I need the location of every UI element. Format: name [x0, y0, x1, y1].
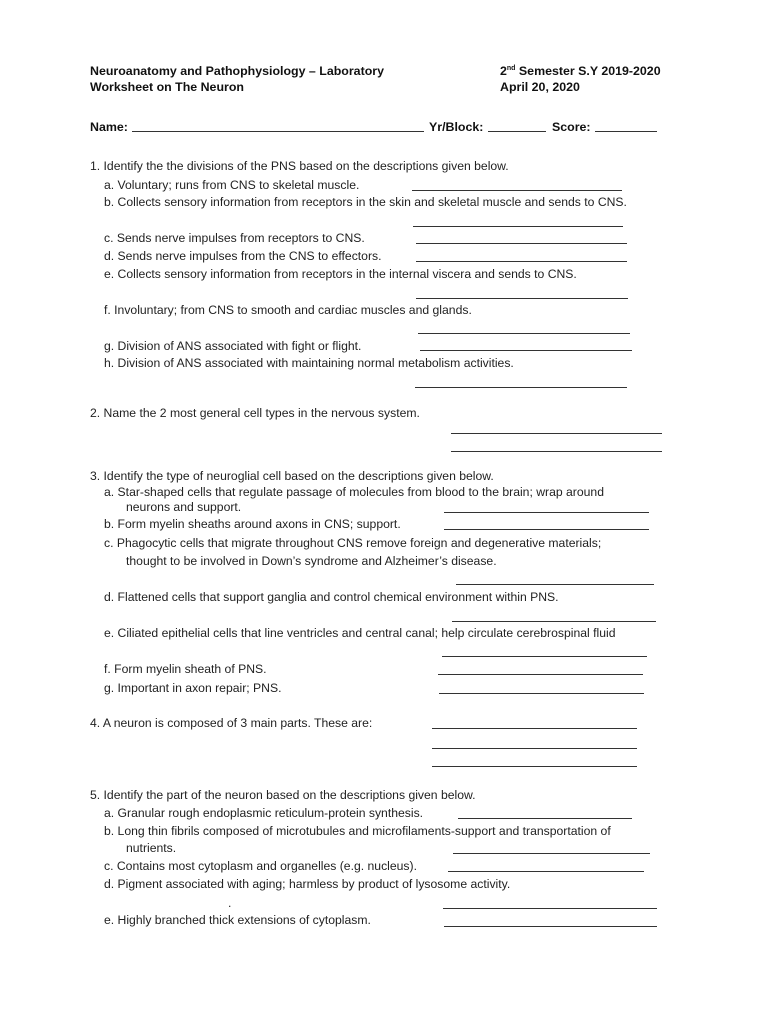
name-blank[interactable]	[132, 131, 424, 132]
q3-answer-c[interactable]	[456, 584, 654, 585]
q1-item-d: d. Sends nerve impulses from the CNS to effectors.	[104, 249, 382, 263]
q3-answer-a[interactable]	[444, 512, 649, 513]
q1-item-f: f. Involuntary; from CNS to smooth and cardiac muscles and glands.	[104, 303, 472, 317]
course-title: Neuroanatomy and Pathophysiology – Laboratory	[90, 64, 384, 78]
q1-answer-a[interactable]	[412, 190, 622, 191]
q4-stem: 4. A neuron is composed of 3 main parts. These are:	[90, 716, 373, 730]
q3-answer-e[interactable]	[442, 656, 647, 657]
worksheet-title: Worksheet on The Neuron	[90, 80, 244, 94]
q5-answer-c[interactable]	[448, 871, 644, 872]
q4-answer-2[interactable]	[432, 748, 637, 749]
semester-label	[500, 64, 661, 78]
q3-item-c-cont: thought to be involved in Down’s syndrome and Alzheimer’s disease.	[126, 554, 497, 568]
q1-answer-c[interactable]	[416, 243, 627, 244]
q3-item-c: c. Phagocytic cells that migrate throughout CNS remove foreign and degenerative materials;	[104, 536, 602, 550]
q1-answer-e[interactable]	[416, 298, 628, 299]
score-blank[interactable]	[595, 131, 657, 132]
q1-answer-f[interactable]	[418, 333, 630, 334]
q3-item-d: d. Flattened cells that support ganglia and control chemical environment within PNS.	[104, 590, 559, 604]
q3-item-a: a. Star-shaped cells that regulate passage of molecules from blood to the brain; wrap around	[104, 485, 604, 499]
q3-item-f: f. Form myelin sheath of PNS.	[104, 662, 267, 676]
date-label: April 20, 2020	[500, 80, 580, 94]
q3-answer-f[interactable]	[438, 674, 643, 675]
q1-item-c: c. Sends nerve impulses from receptors to CNS.	[104, 231, 365, 245]
q3-item-b: b. Form myelin sheaths around axons in CNS; support.	[104, 517, 401, 531]
q4-answer-3[interactable]	[432, 766, 637, 767]
q1-item-g: g. Division of ANS associated with fight or flight.	[104, 339, 362, 353]
q1-item-e: e. Collects sensory information from receptors in the internal viscera and sends to CNS.	[104, 267, 577, 281]
q5-item-e: e. Highly branched thick extensions of cytoplasm.	[104, 913, 371, 927]
q5-answer-e[interactable]	[444, 926, 657, 927]
q3-stem: 3. Identify the type of neuroglial cell based on the descriptions given below.	[90, 469, 494, 483]
q5-answer-a[interactable]	[458, 818, 632, 819]
score-label: Score:	[552, 120, 591, 134]
q3-item-a-cont: neurons and support.	[126, 500, 242, 514]
q3-item-e: e. Ciliated epithelial cells that line ventricles and central canal; help circulate cerebrospinal fluid	[104, 626, 616, 640]
name-label: Name:	[90, 120, 128, 134]
q1-answer-b[interactable]	[413, 226, 623, 227]
q5-item-c: c. Contains most cytoplasm and organelles (e.g. nucleus).	[104, 859, 417, 873]
q3-answer-b[interactable]	[444, 529, 649, 530]
stray-dot: .	[228, 896, 232, 910]
q1-stem: 1. Identify the the divisions of the PNS based on the descriptions given below.	[90, 159, 509, 173]
q3-item-g: g. Important in axon repair; PNS.	[104, 681, 282, 695]
q1-item-b: b. Collects sensory information from receptors in the skin and skeletal muscle and sends to CNS.	[104, 195, 627, 209]
q5-item-d: d. Pigment associated with aging; harmless by product of lysosome activity.	[104, 877, 511, 891]
q5-stem: 5. Identify the part of the neuron based on the descriptions given below.	[90, 788, 476, 802]
semester-number: 2	[500, 64, 507, 78]
q5-item-a: a. Granular rough endoplasmic reticulum-protein synthesis.	[104, 806, 424, 820]
q1-item-h: h. Division of ANS associated with maintaining normal metabolism activities.	[104, 356, 514, 370]
q4-answer-1[interactable]	[432, 728, 637, 729]
q5-item-b-cont: nutrients.	[126, 841, 177, 855]
q5-answer-b[interactable]	[453, 853, 650, 854]
q2-answer-1[interactable]	[451, 433, 662, 434]
q5-answer-d[interactable]	[443, 908, 657, 909]
q1-answer-h[interactable]	[415, 387, 627, 388]
q1-answer-d[interactable]	[416, 261, 627, 262]
q1-answer-g[interactable]	[420, 350, 632, 351]
q1-item-a: a. Voluntary; runs from CNS to skeletal muscle.	[104, 178, 360, 192]
semester-text: Semester S.Y 2019-2020	[515, 64, 661, 78]
q2-stem: 2. Name the 2 most general cell types in the nervous system.	[90, 406, 420, 420]
q3-answer-d[interactable]	[452, 621, 656, 622]
q5-item-b: b. Long thin fibrils composed of microtubules and microfilaments-support and transportation of	[104, 824, 611, 838]
semester-ordinal: nd	[506, 64, 516, 72]
q2-answer-2[interactable]	[451, 451, 662, 452]
q3-answer-g[interactable]	[439, 693, 644, 694]
yrblock-label: Yr/Block:	[429, 120, 484, 134]
yrblock-blank[interactable]	[488, 131, 546, 132]
